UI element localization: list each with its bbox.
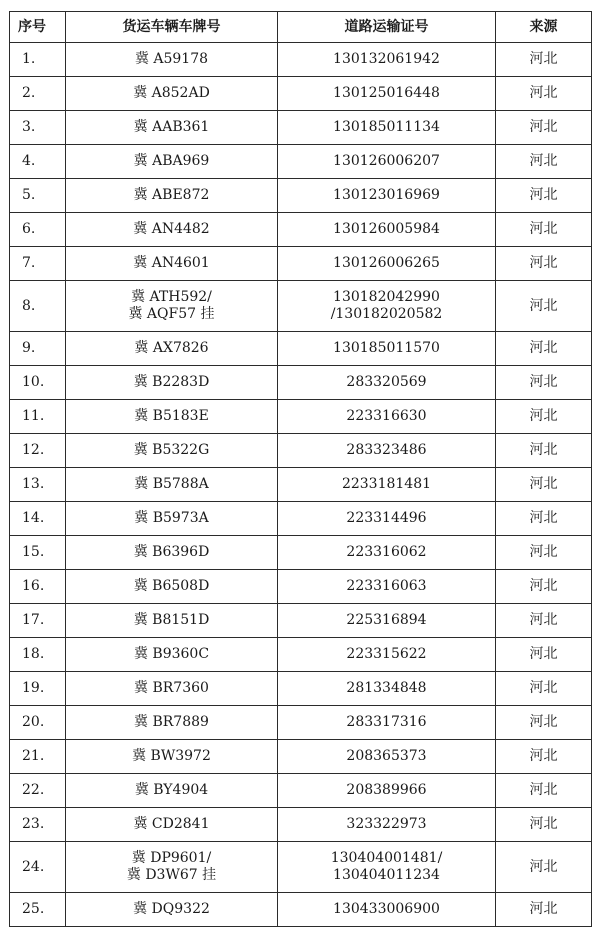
cell-plate — [66, 247, 278, 281]
table-row — [10, 332, 592, 366]
cell-plate-line: 冀 B2283D — [133, 374, 210, 390]
cell-cert-line: 225316894 — [346, 612, 427, 628]
cell-plate — [66, 43, 278, 77]
cell-cert — [278, 893, 496, 927]
cell-index: 13. — [10, 468, 66, 502]
cell-plate-line: 冀 A852AD — [133, 85, 210, 101]
cell-source: 河北 — [496, 536, 592, 570]
cell-plate-line: 冀 AN4601 — [133, 255, 210, 271]
cell-source: 河北 — [496, 740, 592, 774]
cell-source: 河北 — [496, 77, 592, 111]
cell-source: 河北 — [496, 145, 592, 179]
cell-cert — [278, 706, 496, 740]
cell-source: 河北 — [496, 808, 592, 842]
cell-plate-line: 冀 B9360C — [133, 646, 210, 662]
cell-plate-line: 冀 DQ9322 — [133, 901, 210, 917]
cell-plate — [66, 468, 278, 502]
cell-plate — [66, 774, 278, 808]
table-row — [10, 281, 592, 332]
cell-cert-line: 223316630 — [346, 408, 427, 424]
cell-plate-line: 冀 ATH592/ — [131, 289, 212, 305]
cell-source: 河北 — [496, 179, 592, 213]
cell-plate — [66, 434, 278, 468]
cell-plate-line: 冀 B5322G — [133, 442, 210, 458]
cell-plate-line: 冀 ABA969 — [133, 153, 210, 169]
cell-cert-line: 208389966 — [346, 782, 427, 798]
table-row — [10, 502, 592, 536]
cell-source: 河北 — [496, 332, 592, 366]
cell-cert — [278, 604, 496, 638]
cell-cert-line: 130132061942 — [333, 51, 440, 67]
cell-index: 21. — [10, 740, 66, 774]
cell-source: 河北 — [496, 706, 592, 740]
cell-cert — [278, 281, 496, 332]
cell-cert — [278, 77, 496, 111]
header-cert: 道路运输证号 — [278, 12, 496, 43]
cell-cert-line: 130125016448 — [333, 85, 440, 101]
cell-index: 6. — [10, 213, 66, 247]
cell-cert-line: 223314496 — [346, 510, 427, 526]
cell-index: 9. — [10, 332, 66, 366]
cell-cert-line: 2233181481 — [341, 476, 432, 492]
cell-plate-line: 冀 AN4482 — [133, 221, 210, 237]
cell-index: 3. — [10, 111, 66, 145]
cell-index: 19. — [10, 672, 66, 706]
table-row — [10, 774, 592, 808]
cell-cert-line: 283323486 — [346, 442, 427, 458]
cell-index: 16. — [10, 570, 66, 604]
document-page — [9, 11, 591, 927]
cell-cert — [278, 502, 496, 536]
cell-cert-line: 130123016969 — [333, 187, 440, 203]
cell-cert-line: 130126005984 — [333, 221, 440, 237]
cell-plate — [66, 179, 278, 213]
cell-cert — [278, 366, 496, 400]
cell-source: 河北 — [496, 247, 592, 281]
table-row — [10, 808, 592, 842]
cell-cert — [278, 434, 496, 468]
table-row — [10, 893, 592, 927]
cell-source: 河北 — [496, 434, 592, 468]
vehicle-table — [9, 11, 592, 927]
cell-plate — [66, 740, 278, 774]
table-row — [10, 247, 592, 281]
cell-source: 河北 — [496, 570, 592, 604]
cell-cert-line: 281334848 — [346, 680, 427, 696]
cell-plate — [66, 706, 278, 740]
cell-cert — [278, 332, 496, 366]
cell-cert — [278, 774, 496, 808]
cell-plate-line: 冀 B6396D — [133, 544, 210, 560]
cell-cert — [278, 179, 496, 213]
table-row — [10, 43, 592, 77]
cell-cert-line: 130433006900 — [333, 901, 440, 917]
cell-cert-line: 223315622 — [346, 646, 427, 662]
cell-cert — [278, 111, 496, 145]
cell-plate-line: 冀 AQF57 挂 — [128, 306, 215, 322]
cell-cert — [278, 536, 496, 570]
cell-cert — [278, 570, 496, 604]
cell-index: 25. — [10, 893, 66, 927]
cell-index: 15. — [10, 536, 66, 570]
cell-cert — [278, 468, 496, 502]
cell-cert — [278, 247, 496, 281]
cell-cert-line: 130185011570 — [333, 340, 440, 356]
cell-plate-line: 冀 ABE872 — [133, 187, 210, 203]
cell-cert — [278, 842, 496, 893]
cell-plate — [66, 842, 278, 893]
cell-plate-line: 冀 DP9601/ — [131, 850, 212, 866]
cell-source: 河北 — [496, 281, 592, 332]
table-row — [10, 434, 592, 468]
header-row — [10, 12, 592, 43]
cell-plate — [66, 111, 278, 145]
cell-plate-line: 冀 BR7889 — [134, 714, 209, 730]
table-row — [10, 536, 592, 570]
cell-cert-line: 130126006265 — [333, 255, 440, 271]
cell-plate — [66, 77, 278, 111]
cell-cert-line: /130182020582 — [330, 306, 443, 322]
cell-plate — [66, 213, 278, 247]
cell-plate-line: 冀 CD2841 — [133, 816, 210, 832]
cell-source: 河北 — [496, 213, 592, 247]
cell-cert — [278, 43, 496, 77]
cell-plate-line: 冀 B5183E — [134, 408, 209, 424]
cell-cert-line: 130185011134 — [333, 119, 440, 135]
cell-cert-line: 208365373 — [346, 748, 427, 764]
cell-plate-line: 冀 B6508D — [133, 578, 210, 594]
table-row — [10, 706, 592, 740]
cell-index: 24. — [10, 842, 66, 893]
cell-plate-line: 冀 AX7826 — [134, 340, 209, 356]
cell-source: 河北 — [496, 638, 592, 672]
table-row — [10, 740, 592, 774]
cell-index: 12. — [10, 434, 66, 468]
cell-cert — [278, 672, 496, 706]
cell-cert-line: 130404011234 — [333, 867, 440, 883]
cell-cert-line: 283320569 — [346, 374, 427, 390]
table-row — [10, 842, 592, 893]
cell-plate-line: 冀 BR7360 — [134, 680, 209, 696]
cell-source: 河北 — [496, 502, 592, 536]
cell-plate — [66, 808, 278, 842]
table-row — [10, 570, 592, 604]
cell-plate-line: 冀 A59178 — [134, 51, 209, 67]
cell-index: 2. — [10, 77, 66, 111]
cell-index: 23. — [10, 808, 66, 842]
table-row — [10, 145, 592, 179]
cell-index: 5. — [10, 179, 66, 213]
cell-source: 河北 — [496, 672, 592, 706]
table-row — [10, 111, 592, 145]
cell-index: 1. — [10, 43, 66, 77]
cell-cert — [278, 740, 496, 774]
cell-index: 7. — [10, 247, 66, 281]
cell-source: 河北 — [496, 43, 592, 77]
table-row — [10, 604, 592, 638]
cell-plate — [66, 366, 278, 400]
table-header — [10, 12, 592, 43]
table-row — [10, 179, 592, 213]
cell-cert-line: 130126006207 — [333, 153, 440, 169]
cell-source: 河北 — [496, 893, 592, 927]
cell-plate — [66, 604, 278, 638]
cell-plate-line: 冀 AAB361 — [133, 119, 210, 135]
cell-source: 河北 — [496, 468, 592, 502]
table-row — [10, 468, 592, 502]
cell-index: 17. — [10, 604, 66, 638]
cell-source: 河北 — [496, 842, 592, 893]
cell-cert — [278, 145, 496, 179]
cell-index: 11. — [10, 400, 66, 434]
cell-plate — [66, 502, 278, 536]
cell-plate-line: 冀 D3W67 挂 — [126, 867, 217, 883]
cell-plate — [66, 536, 278, 570]
cell-plate — [66, 332, 278, 366]
cell-index: 14. — [10, 502, 66, 536]
cell-plate — [66, 281, 278, 332]
cell-cert-line: 323322973 — [346, 816, 427, 832]
cell-cert-line: 223316063 — [346, 578, 427, 594]
header-source: 来源 — [496, 12, 592, 43]
cell-cert — [278, 808, 496, 842]
header-plate: 货运车辆车牌号 — [66, 12, 278, 43]
table-row — [10, 213, 592, 247]
cell-source: 河北 — [496, 400, 592, 434]
cell-plate-line: 冀 B5788A — [134, 476, 209, 492]
cell-plate-line: 冀 BW3972 — [132, 748, 211, 764]
cell-plate-line: 冀 BY4904 — [134, 782, 209, 798]
cell-plate-line: 冀 B5973A — [134, 510, 209, 526]
cell-source: 河北 — [496, 604, 592, 638]
cell-plate — [66, 638, 278, 672]
cell-source: 河北 — [496, 111, 592, 145]
cell-plate — [66, 570, 278, 604]
cell-source: 河北 — [496, 366, 592, 400]
cell-index: 4. — [10, 145, 66, 179]
header-index: 序号 — [10, 12, 66, 43]
cell-index: 18. — [10, 638, 66, 672]
cell-index: 8. — [10, 281, 66, 332]
cell-source: 河北 — [496, 774, 592, 808]
table-body — [10, 43, 592, 927]
cell-plate — [66, 145, 278, 179]
cell-index: 22. — [10, 774, 66, 808]
table-row — [10, 77, 592, 111]
cell-index: 20. — [10, 706, 66, 740]
table-row — [10, 638, 592, 672]
cell-cert — [278, 213, 496, 247]
cell-plate — [66, 893, 278, 927]
table-row — [10, 366, 592, 400]
table-row — [10, 672, 592, 706]
table-row — [10, 400, 592, 434]
cell-cert-line: 283317316 — [346, 714, 427, 730]
cell-cert-line: 130182042990 — [333, 289, 440, 305]
cell-plate — [66, 672, 278, 706]
cell-cert-line: 130404001481/ — [330, 850, 443, 866]
cell-index: 10. — [10, 366, 66, 400]
cell-cert-line: 223316062 — [346, 544, 427, 560]
cell-cert — [278, 400, 496, 434]
cell-plate-line: 冀 B8151D — [133, 612, 210, 628]
cell-cert — [278, 638, 496, 672]
cell-plate — [66, 400, 278, 434]
